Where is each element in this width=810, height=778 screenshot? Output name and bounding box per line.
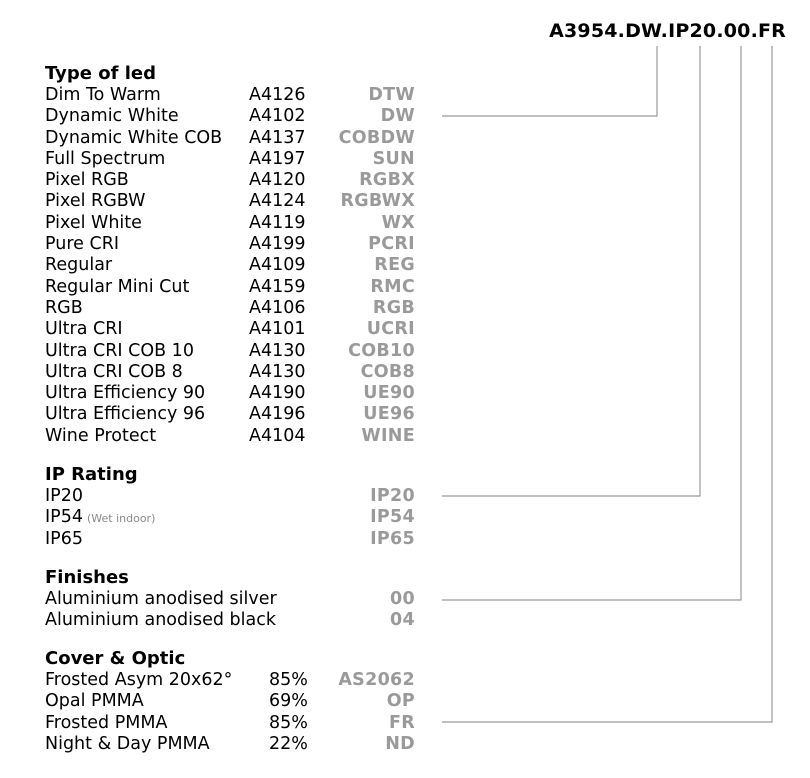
led-name: Wine Protect bbox=[45, 425, 157, 446]
led-code: RGBWX bbox=[340, 191, 415, 212]
led-article: A4196 bbox=[249, 404, 306, 425]
led-code: COB8 bbox=[360, 361, 415, 382]
led-list bbox=[45, 85, 415, 447]
ip-name-cell bbox=[45, 486, 83, 507]
led-row bbox=[45, 170, 415, 191]
connector-led bbox=[442, 46, 657, 116]
led-article: A4124 bbox=[249, 191, 306, 212]
led-row bbox=[45, 213, 415, 234]
led-row bbox=[45, 362, 415, 383]
led-section bbox=[45, 63, 415, 447]
finish-code: 00 bbox=[390, 589, 415, 609]
led-article: A4101 bbox=[249, 319, 306, 340]
led-code: PCRI bbox=[368, 234, 415, 255]
cover-code: ND bbox=[385, 733, 415, 754]
finishes-section bbox=[45, 567, 415, 632]
cover-code: OP bbox=[386, 691, 415, 712]
cover-efficiency: 22% bbox=[269, 733, 308, 754]
ip-section bbox=[45, 464, 415, 550]
led-row bbox=[45, 191, 415, 212]
finishes-section-title: Finishes bbox=[45, 567, 129, 588]
connector-cover bbox=[442, 46, 772, 722]
led-row bbox=[45, 319, 415, 340]
led-name: Ultra CRI COB 10 bbox=[45, 340, 194, 361]
cover-name: Frosted PMMA bbox=[45, 712, 168, 733]
led-name: Ultra CRI COB 8 bbox=[45, 361, 183, 382]
cover-efficiency: 69% bbox=[269, 691, 308, 712]
finish-name: Aluminium anodised black bbox=[45, 610, 276, 631]
cover-name: Night & Day PMMA bbox=[45, 733, 210, 754]
led-row bbox=[45, 341, 415, 362]
led-row bbox=[45, 255, 415, 276]
led-article: A4102 bbox=[249, 106, 306, 127]
led-row bbox=[45, 106, 415, 127]
led-article: A4137 bbox=[249, 127, 306, 148]
cover-efficiency: 85% bbox=[269, 670, 308, 690]
led-code: UCRI bbox=[366, 319, 415, 340]
finish-code: 04 bbox=[390, 610, 415, 631]
led-row bbox=[45, 404, 415, 425]
led-name: Pixel RGBW bbox=[45, 191, 146, 212]
led-article: A4106 bbox=[249, 297, 306, 318]
led-name: Pixel RGB bbox=[45, 170, 129, 191]
led-name: Pure CRI bbox=[45, 234, 120, 255]
led-name: Ultra Efficiency 90 bbox=[45, 383, 206, 404]
led-article: A4109 bbox=[249, 255, 306, 276]
led-row bbox=[45, 234, 415, 255]
led-article: A4119 bbox=[249, 212, 306, 233]
led-code: DW bbox=[380, 106, 415, 127]
led-code: SUN bbox=[372, 148, 415, 169]
led-name: Dim To Warm bbox=[45, 85, 161, 105]
led-row bbox=[45, 149, 415, 170]
led-name: Dynamic White COB bbox=[45, 127, 223, 148]
cover-row bbox=[45, 691, 415, 712]
led-article: A4120 bbox=[249, 170, 306, 191]
ip-name-cell bbox=[45, 529, 83, 550]
product-code: A3954.DW.IP20.00.FR bbox=[549, 20, 786, 42]
ip-code: IP54 bbox=[370, 507, 415, 528]
led-name: Regular Mini Cut bbox=[45, 276, 190, 297]
led-code: WX bbox=[381, 212, 415, 233]
cover-row bbox=[45, 670, 415, 691]
led-section-title: Type of led bbox=[45, 63, 156, 84]
led-row bbox=[45, 298, 415, 319]
connector-ip bbox=[442, 46, 700, 496]
ip-row bbox=[45, 507, 415, 528]
cover-row bbox=[45, 713, 415, 734]
cover-code: AS2062 bbox=[338, 670, 415, 690]
connector-finish bbox=[442, 46, 741, 600]
led-row bbox=[45, 383, 415, 404]
led-row bbox=[45, 128, 415, 149]
led-row bbox=[45, 85, 415, 106]
led-article: A4126 bbox=[249, 85, 306, 105]
finishes-list bbox=[45, 589, 415, 632]
cover-list bbox=[45, 670, 415, 755]
ip-name: IP20 bbox=[45, 486, 83, 506]
ip-section-title: IP Rating bbox=[45, 464, 138, 485]
led-article: A4197 bbox=[249, 148, 306, 169]
ip-name-cell bbox=[45, 507, 155, 529]
ip-code: IP20 bbox=[370, 486, 415, 506]
led-article: A4130 bbox=[249, 361, 306, 382]
led-code: DTW bbox=[368, 85, 415, 105]
led-name: Pixel White bbox=[45, 212, 142, 233]
cover-section-title: Cover & Optic bbox=[45, 648, 186, 669]
led-code: RMC bbox=[370, 276, 415, 297]
led-row bbox=[45, 277, 415, 298]
cover-name: Opal PMMA bbox=[45, 691, 144, 712]
led-code: UE90 bbox=[363, 383, 415, 404]
led-code: REG bbox=[374, 255, 415, 276]
led-code: WINE bbox=[361, 425, 415, 446]
cover-section bbox=[45, 648, 415, 755]
ip-row bbox=[45, 486, 415, 507]
ip-row bbox=[45, 529, 415, 550]
finish-name: Aluminium anodised silver bbox=[45, 589, 277, 609]
ip-name: IP54 bbox=[45, 507, 83, 528]
cover-name: Frosted Asym 20x62° bbox=[45, 670, 233, 690]
led-code: UE96 bbox=[363, 404, 415, 425]
ip-code: IP65 bbox=[370, 528, 415, 549]
led-article: A4130 bbox=[249, 340, 306, 361]
led-code: RGB bbox=[372, 297, 415, 318]
finish-row bbox=[45, 589, 415, 610]
cover-efficiency: 85% bbox=[269, 712, 308, 733]
led-article: A4159 bbox=[249, 276, 306, 297]
led-name: Regular bbox=[45, 255, 113, 276]
led-name: Dynamic White bbox=[45, 106, 179, 127]
ip-name: IP65 bbox=[45, 528, 83, 549]
ip-note: (Wet indoor) bbox=[86, 512, 156, 526]
led-article: A4199 bbox=[249, 234, 306, 255]
led-name: RGB bbox=[45, 297, 83, 318]
led-code: COB10 bbox=[348, 340, 415, 361]
led-name: Ultra CRI bbox=[45, 319, 123, 340]
cover-code: FR bbox=[388, 712, 415, 733]
led-row bbox=[45, 426, 415, 447]
led-name: Full Spectrum bbox=[45, 148, 166, 169]
cover-row bbox=[45, 734, 415, 755]
finish-row bbox=[45, 610, 415, 631]
ip-list bbox=[45, 486, 415, 550]
led-code: COBDW bbox=[338, 127, 415, 148]
led-code: RGBX bbox=[359, 170, 415, 191]
led-article: A4190 bbox=[249, 383, 306, 404]
led-name: Ultra Efficiency 96 bbox=[45, 404, 206, 425]
led-article: A4104 bbox=[249, 425, 306, 446]
